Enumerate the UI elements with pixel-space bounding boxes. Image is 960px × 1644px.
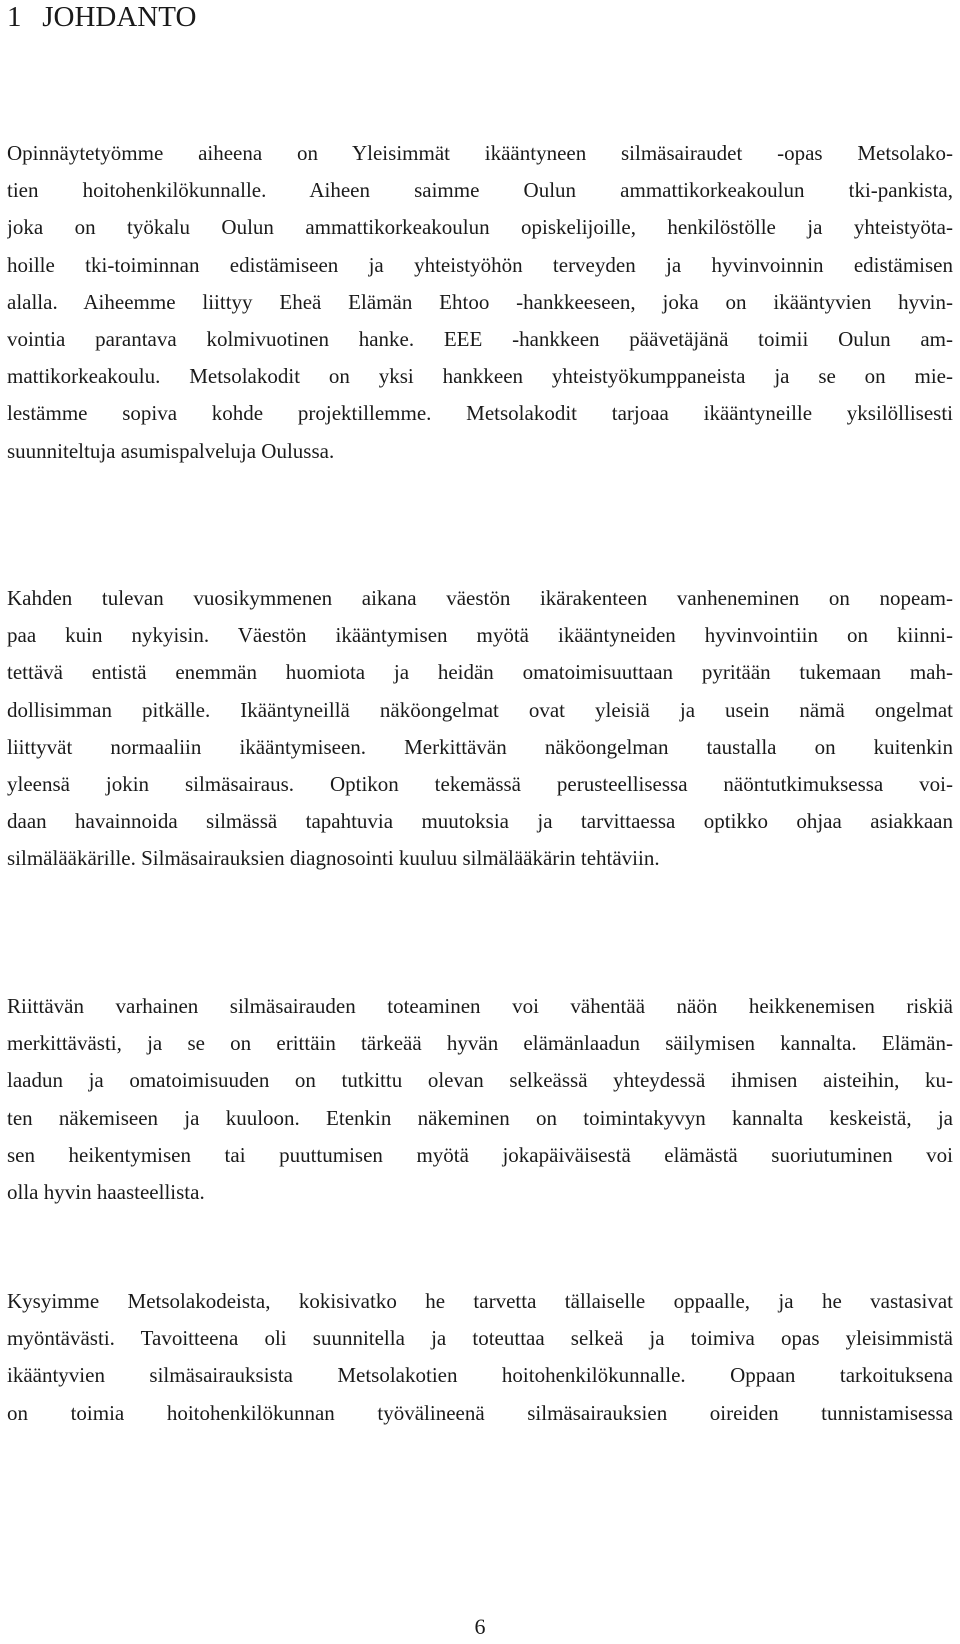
- chapter-title: JOHDANTO: [42, 1, 197, 33]
- text-line: sen heikentymisen tai puuttumisen myötä jokapäiväisestä elämästä suoriutuminen voi: [7, 1142, 953, 1167]
- text-line: Opinnäytetyömme aiheena on Yleisimmät ikääntyneen silmäsairaudet -opas Metsolako-: [7, 141, 953, 165]
- page-number: 6: [474, 1614, 486, 1639]
- text-line: hoille tki-toiminnan edistämiseen ja yhteistyöhön terveyden ja hyvinvoinnin edistämisen: [7, 252, 953, 277]
- text-line: dollisimman pitkälle. Ikääntyneillä näköongelmat ovat yleisiä ja usein nämä ongelmat: [7, 697, 953, 722]
- text-line: suunniteltuja asumispalveluja Oulussa.: [7, 438, 335, 463]
- text-line: liittyvät normaaliin ikääntymiseen. Merkittävän näköongelman taustalla on kuitenkin: [7, 734, 953, 759]
- text-line: ten näkemiseen ja kuuloon. Etenkin näkeminen on toimintakyvyn kannalta keskeistä, ja: [7, 1105, 953, 1130]
- text-line: merkittävästi, ja se on erittäin tärkeää hyvän elämänlaadun säilymisen kannalta. Elämän-: [7, 1031, 953, 1056]
- paragraph-4: [7, 1283, 953, 1432]
- text-line: mattikorkeakoulu. Metsolakodit on yksi hankkeen yhteistyökumppaneista ja se on mie-: [7, 364, 953, 389]
- text-line: paa kuin nykyisin. Väestön ikääntymisen myötä ikääntyneiden hyvinvointiin on kiinni-: [7, 623, 953, 648]
- text-line: lestämme sopiva kohde projektillemme. Metsolakodit tarjoaa ikääntyneille yksilöllisesti: [7, 401, 953, 426]
- text-line: Riittävän varhainen silmäsairauden toteaminen voi vähentää näön heikkenemisen riskiä: [7, 994, 953, 1018]
- text-line: alalla. Aiheemme liittyy Eheä Elämän Ehtoo -hankkeeseen, joka on ikääntyvien hyvin-: [7, 289, 953, 314]
- text-line: on toimia hoitohenkilökunnan työvälineenä silmäsairauksien oireiden tunnistamisessa: [7, 1400, 953, 1425]
- text-line: ikääntyvien silmäsairauksista Metsolakotien hoitohenkilökunnalle. Oppaan tarkoituksena: [7, 1363, 953, 1388]
- chapter-heading: [7, 0, 196, 34]
- text-line: Kysyimme Metsolakodeista, kokisivatko he tarvetta tällaiselle oppaalle, ja he vastasivat: [7, 1289, 953, 1313]
- text-line: yleensä jokin silmäsairaus. Optikon tekemässä perusteellisessa näöntutkimuksessa voi-: [7, 771, 953, 796]
- paragraph-1: [7, 135, 953, 470]
- text-line: joka on työkalu Oulun ammattikorkeakoulun opiskelijoille, henkilöstölle ja yhteistyöta-: [7, 215, 953, 240]
- text-line: tettävä entistä enemmän huomiota ja heidän omatoimisuuttaan pyritään tukemaan mah-: [7, 660, 953, 685]
- text-line: tien hoitohenkilökunnalle. Aiheen saimme Oulun ammattikorkeakoulun tki-pankista,: [7, 178, 953, 203]
- paragraph-2: [7, 580, 953, 878]
- text-line: silmälääkärille. Silmäsairauksien diagnosointi kuuluu silmälääkärin tehtäviin.: [7, 846, 660, 871]
- chapter-number: 1: [7, 1, 22, 33]
- text-line: Kahden tulevan vuosikymmenen aikana väestön ikärakenteen vanheneminen on nopeam-: [7, 586, 953, 610]
- text-line: olla hyvin haasteellista.: [7, 1179, 205, 1204]
- text-line: vointia parantava kolmivuotinen hanke. EEE -hankkeen päävetäjänä toimii Oulun am-: [7, 326, 953, 351]
- text-line: myöntävästi. Tavoitteena oli suunnitella ja toteuttaa selkeä ja toimiva opas yleisimmistä: [7, 1326, 953, 1351]
- text-line: laadun ja omatoimisuuden on tutkittu olevan selkeässä yhteydessä ihmisen aisteihin, ku-: [7, 1068, 953, 1093]
- paragraph-3: [7, 988, 953, 1211]
- text-line: daan havainnoida silmässä tapahtuvia muutoksia ja tarvittaessa optikko ohjaa asiakkaan: [7, 809, 953, 834]
